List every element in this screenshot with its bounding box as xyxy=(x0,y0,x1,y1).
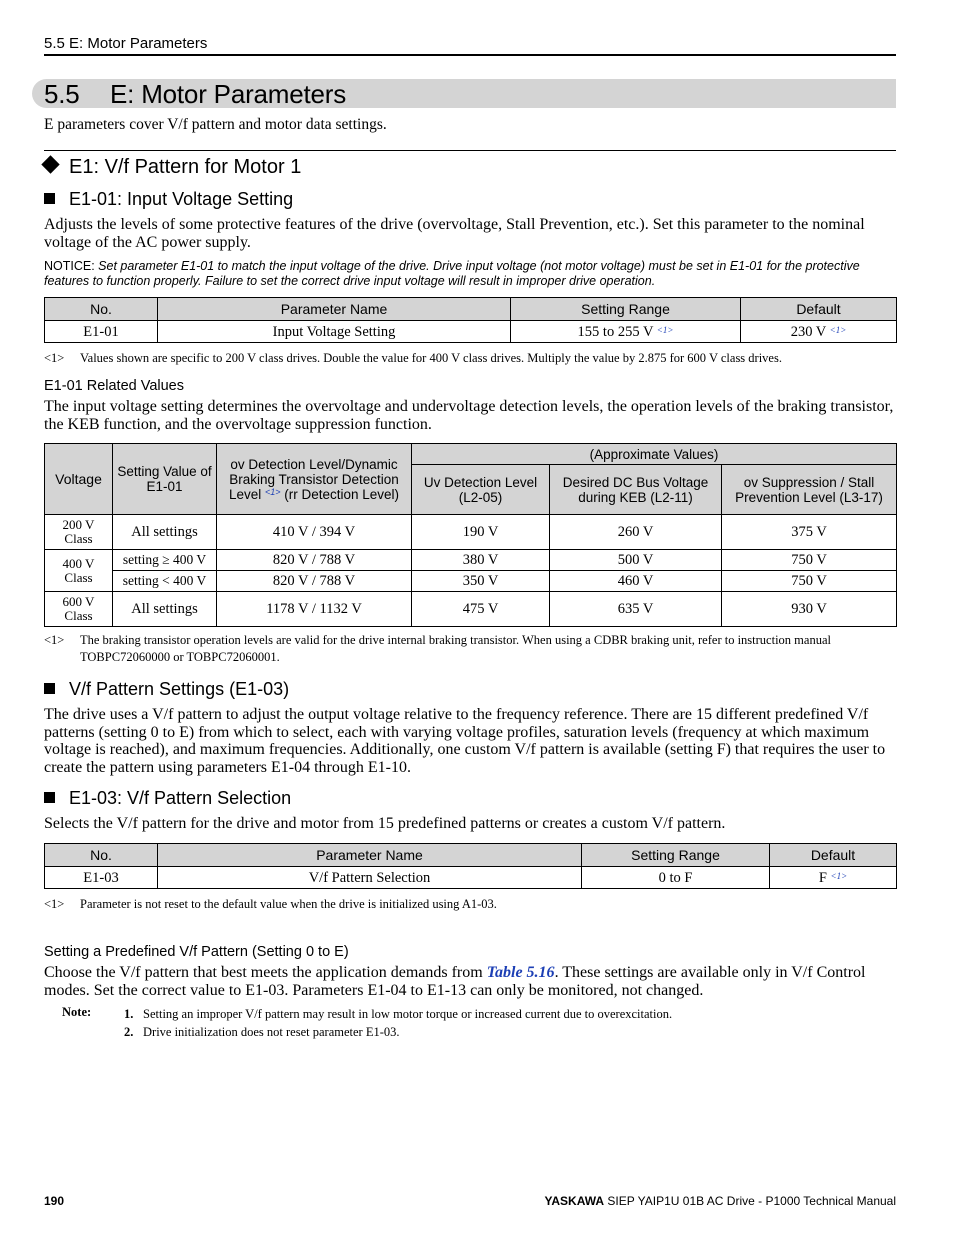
cell-no: E1-01 xyxy=(45,321,158,343)
col-setting-range: Setting Range xyxy=(511,298,741,321)
table-row xyxy=(45,321,897,343)
notice xyxy=(44,259,897,289)
vf-settings-heading xyxy=(44,679,289,700)
cell-ov: 820 V / 788 V xyxy=(217,550,412,571)
table-reference-link[interactable]: Table 5.16 xyxy=(486,964,555,981)
cell-setting: setting ≥ 400 V xyxy=(113,550,217,571)
footnote-text: The braking transistor operation levels are valid for the drive internal braking transistor. When using a CDBR braking unit, refer to instruction manual TOBPC72060000 or TOBPC72060001. xyxy=(80,633,831,664)
vf-settings-heading-text: V/f Pattern Settings (E1-03) xyxy=(69,679,290,699)
cell-default xyxy=(770,867,897,889)
cell-name: V/f Pattern Selection xyxy=(158,867,582,889)
diamond-icon xyxy=(41,155,59,173)
cell-ovsup: 375 V xyxy=(722,515,897,550)
e1-01-table xyxy=(44,297,897,343)
predefined-body xyxy=(44,964,897,999)
note-text: Setting an improper V/f pattern may result in low motor torque or increased current due to overexcitation. xyxy=(143,1007,673,1021)
predefined-body-b: . These settings are available only in V/f Control modes. Set the correct value to E1-03. Parameters E1-04 to E1-13 can only be monitored, not changed. xyxy=(44,964,866,999)
e1-01-heading xyxy=(44,189,293,210)
cell-no: E1-03 xyxy=(45,867,158,889)
table-row xyxy=(45,550,897,571)
cell-default xyxy=(741,321,897,343)
square-bullet-icon xyxy=(44,193,55,204)
footnote-text: Values shown are specific to 200 V class drives. Double the value for 400 V class drives. Multiply the value by 2.875 for 600 V class drives. xyxy=(80,351,782,365)
cell-range xyxy=(511,321,741,343)
e1-03-body: Selects the V/f pattern for the drive and motor from 15 predefined patterns or creates a custom V/f pattern. xyxy=(44,815,726,832)
range-value: 155 to 255 V xyxy=(577,323,654,340)
footer-brand: YASKAWA xyxy=(544,1194,605,1208)
footnote-tag: <1> xyxy=(44,897,65,911)
footer-doc-title: SIEP YAIP1U 01B AC Drive - P1000 Technical Manual xyxy=(604,1194,896,1208)
related-heading: E1-01 Related Values xyxy=(44,378,184,394)
table-row xyxy=(45,515,897,550)
notice-label: NOTICE: xyxy=(44,259,95,273)
col-voltage: Voltage xyxy=(45,444,113,515)
cell-keb: 460 V xyxy=(550,571,722,592)
e1-01-footnote xyxy=(44,350,782,367)
footnote-ref-link[interactable]: <1> xyxy=(264,486,281,497)
cell-uv: 475 V xyxy=(412,592,550,627)
related-footnote xyxy=(44,632,897,666)
cell-voltage: 200 V Class xyxy=(45,515,113,550)
section-number: 5.5 xyxy=(44,79,80,109)
predefined-heading: Setting a Predefined V/f Pattern (Setting 0 to E) xyxy=(44,944,349,960)
e1-03-table xyxy=(44,843,897,889)
col-no: No. xyxy=(45,298,158,321)
default-value: 230 V xyxy=(790,323,827,340)
cell-ov: 1178 V / 1132 V xyxy=(217,592,412,627)
col-default: Default xyxy=(770,844,897,867)
default-value: F xyxy=(818,869,827,886)
col-setting-value: Setting Value of E1-01 xyxy=(113,444,217,515)
e1-03-heading-text: E1-03: V/f Pattern Selection xyxy=(69,788,292,808)
footnote-text: Parameter is not reset to the default value when the drive is initialized using A1-03. xyxy=(80,897,497,911)
related-body: The input voltage setting determines the overvoltage and undervoltage detection levels, the operation levels of the braking transistor, the KEB function, and the overvoltage suppression function. xyxy=(44,398,894,433)
table-row xyxy=(45,867,897,889)
footer-text xyxy=(544,1194,896,1208)
cell-keb: 635 V xyxy=(550,592,722,627)
col-parameter-name: Parameter Name xyxy=(158,844,582,867)
list-item xyxy=(124,1023,672,1041)
table-row xyxy=(45,592,897,627)
cell-keb: 500 V xyxy=(550,550,722,571)
cell-keb: 260 V xyxy=(550,515,722,550)
cell-uv: 380 V xyxy=(412,550,550,571)
e1-03-heading xyxy=(44,788,291,809)
notice-text: Set parameter E1-01 to match the input voltage of the drive. Drive input voltage (not motor voltage) must be set in E1-01 for the protective features to function properly. Failure to set the correct drive input voltage will result in improper drive operation. xyxy=(44,259,860,288)
footnote-tag: <1> xyxy=(44,351,65,365)
e1-03-footnote xyxy=(44,896,497,913)
running-header: 5.5 E: Motor Parameters xyxy=(44,35,208,52)
section-rule xyxy=(44,150,896,151)
table-row xyxy=(45,571,897,592)
col-default: Default xyxy=(741,298,897,321)
approx-values-header: (Approximate Values) xyxy=(412,444,897,465)
predefined-body-a: Choose the V/f pattern that best meets the application demands from xyxy=(44,964,487,981)
e1-heading-text: E1: V/f Pattern for Motor 1 xyxy=(69,156,302,178)
col-ov-detection xyxy=(217,444,412,515)
col-setting-range: Setting Range xyxy=(582,844,770,867)
vf-settings-body: The drive uses a V/f pattern to adjust the output voltage relative to the frequency reference. There are 15 different predefined V/f patterns (setting 0 to E) from which to select, each with varying voltage profiles, saturation levels (frequency at which maximum voltage is reached), and maximum frequencies. Additionally, one custom V/f pattern is available (setting F) that requires the user to create the pattern using parameters E1-04 through E1-10. xyxy=(44,706,886,776)
note-number: 1. xyxy=(124,1007,134,1021)
col-keb-voltage: Desired DC Bus Voltage during KEB (L2-11) xyxy=(550,465,722,515)
square-bullet-icon xyxy=(44,683,55,694)
footnote-ref-link[interactable]: <1> xyxy=(830,870,848,881)
section-intro: E parameters cover V/f pattern and motor data settings. xyxy=(44,116,387,133)
cell-name: Input Voltage Setting xyxy=(158,321,511,343)
e1-heading xyxy=(41,156,301,179)
square-bullet-icon xyxy=(44,792,55,803)
cell-uv: 350 V xyxy=(412,571,550,592)
footnote-ref-link[interactable]: <1> xyxy=(829,324,847,335)
note-number: 2. xyxy=(124,1025,134,1039)
page-number: 190 xyxy=(44,1194,65,1208)
list-item xyxy=(124,1005,672,1023)
cell-ovsup: 750 V xyxy=(722,571,897,592)
cell-voltage: 400 V Class xyxy=(45,550,113,592)
cell-voltage: 600 V Class xyxy=(45,592,113,627)
cell-ovsup: 750 V xyxy=(722,550,897,571)
header-rule xyxy=(44,54,896,56)
e1-01-heading-text: E1-01: Input Voltage Setting xyxy=(69,189,294,209)
cell-ov: 820 V / 788 V xyxy=(217,571,412,592)
col-no: No. xyxy=(45,844,158,867)
col-uv-detection: Uv Detection Level (L2-05) xyxy=(412,465,550,515)
note-list xyxy=(124,1005,672,1041)
footnote-tag: <1> xyxy=(44,633,65,647)
cell-ov: 410 V / 394 V xyxy=(217,515,412,550)
footnote-ref-link[interactable]: <1> xyxy=(656,324,674,335)
cell-setting: All settings xyxy=(113,515,217,550)
cell-range: 0 to F xyxy=(582,867,770,889)
e1-01-body: Adjusts the levels of some protective features of the drive (overvoltage, Stall Prevention, etc.). Set this parameter to the nominal voltage of the AC power supply. xyxy=(44,216,865,251)
related-values-table xyxy=(44,443,897,627)
section-title-text: E: Motor Parameters xyxy=(110,79,347,109)
col-ov-suppression: ov Suppression / Stall Prevention Level (L3-17) xyxy=(722,465,897,515)
cell-setting: setting < 400 V xyxy=(113,571,217,592)
note-text: Drive initialization does not reset parameter E1-03. xyxy=(143,1025,400,1039)
col-parameter-name: Parameter Name xyxy=(158,298,511,321)
cell-uv: 190 V xyxy=(412,515,550,550)
cell-setting: All settings xyxy=(113,592,217,627)
section-title xyxy=(44,79,346,110)
note-label: Note: xyxy=(62,1005,92,1019)
ov-detection-label: ov Detection Level/Dynamic Braking Transistor Detection Level xyxy=(228,456,399,502)
rr-detection-label: (rr Detection Level) xyxy=(280,486,400,502)
cell-ovsup: 930 V xyxy=(722,592,897,627)
